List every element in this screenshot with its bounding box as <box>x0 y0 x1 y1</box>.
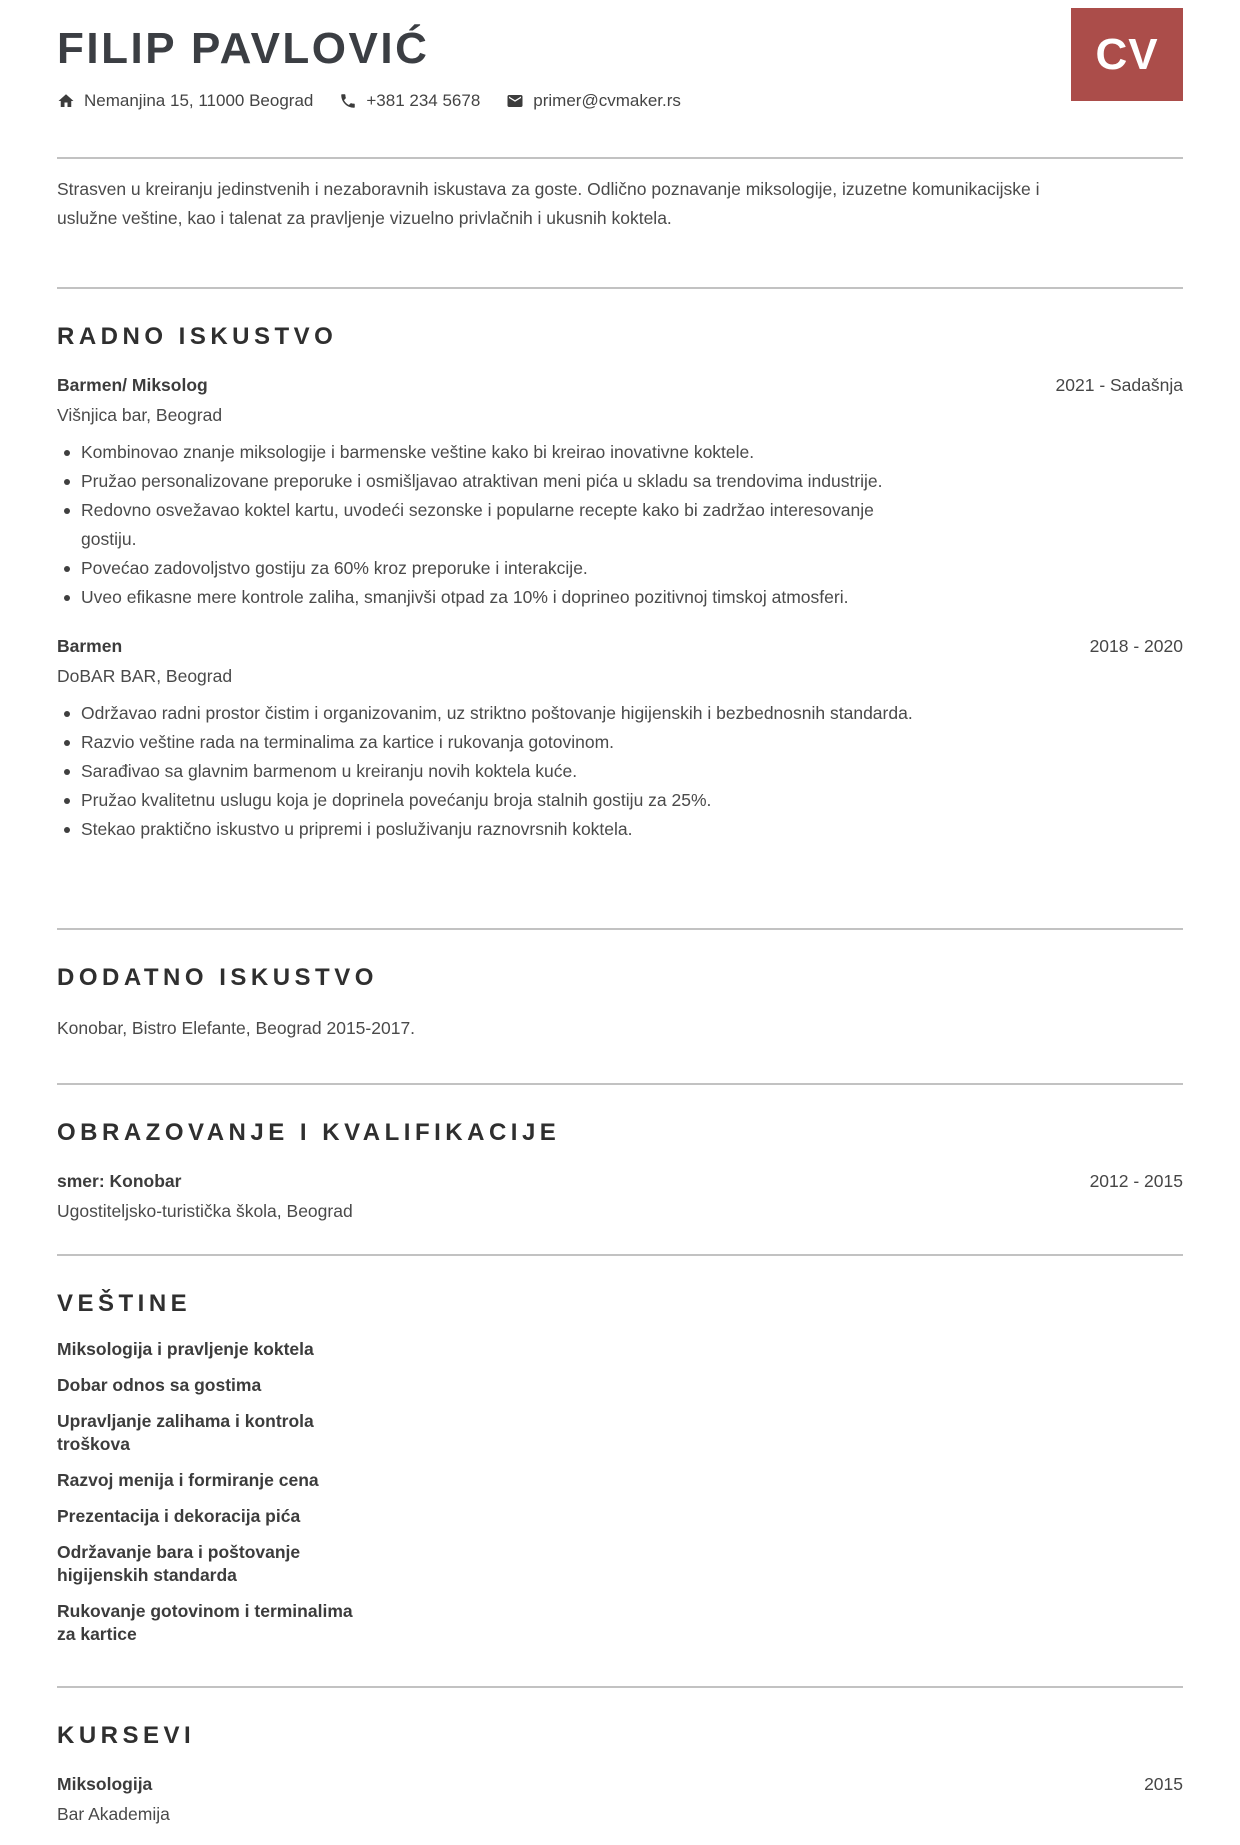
courses-list <box>57 1774 1183 1825</box>
contact-phone <box>339 91 480 111</box>
course-header <box>57 1774 1183 1795</box>
divider <box>57 1686 1183 1688</box>
skill-item: Miksologija i pravljenje koktela <box>57 1338 314 1359</box>
candidate-name: FILIP PAVLOVIĆ <box>57 24 430 73</box>
additional-text: Konobar, Bistro Elefante, Beograd 2015-2017. <box>57 1017 416 1038</box>
contact-phone-text: +381 234 5678 <box>366 90 481 110</box>
cv-logo <box>1071 8 1183 101</box>
job-bullet: Održavao radni prostor čistim i organizovanim, uz striktno poštovanje higijenskih i bezbednosnih standarda. <box>57 699 917 728</box>
job-bullet: Uveo efikasne mere kontrole zaliha, smanjivši otpad za 10% i doprineo pozitivnoj timskoj atmosferi. <box>57 583 917 612</box>
contact-email <box>506 91 681 111</box>
contact-email-text: primer@cvmaker.rs <box>533 90 681 110</box>
skill-item: Dobar odnos sa gostima <box>57 1374 262 1395</box>
section-additional <box>57 964 1183 1043</box>
course-entry <box>57 1774 1183 1825</box>
job-role: Barmen/ Miksolog <box>57 374 208 395</box>
mail-icon <box>506 92 524 110</box>
job-period: 2021 - Sadašnja <box>1055 374 1183 395</box>
education-header <box>57 1171 1183 1192</box>
job-bullet: Redovno osvežavao koktel kartu, uvodeći sezonske i popularne recepte kako bi zadržao interesovanje gostiju. <box>57 496 917 554</box>
section-title-additional: DODATNO ISKUSTVO <box>57 963 378 991</box>
contact-row <box>57 91 1183 111</box>
home-icon <box>57 92 75 110</box>
divider <box>57 1083 1183 1085</box>
divider <box>57 287 1183 289</box>
job-company: Višnjica bar, Beograd <box>57 404 223 425</box>
education-entry <box>57 1171 1183 1222</box>
job-bullet: Pružao kvalitetnu uslugu koja je doprinela povećanju broja stalnih gostiju za 25%. <box>57 786 917 815</box>
education-period: 2012 - 2015 <box>1089 1170 1183 1191</box>
jobs-list <box>57 375 1183 844</box>
section-title-courses: KURSEVI <box>57 1721 196 1749</box>
section-courses <box>57 1722 1183 1825</box>
job-bullet: Povećao zadovoljstvo gostiju za 60% kroz preporuke i interakcije. <box>57 554 917 583</box>
job-bullet: Sarađivao sa glavnim barmenom u kreiranju novih koktela kuće. <box>57 757 917 786</box>
summary-text: Strasven u kreiranju jedinstvenih i nezaboravnih iskustava za goste. Odlično poznavanje miksologije, izuzetne komunikacijske i uslužne veštine, kao i talenat za pravljenje vizuelno privlačnih i ukusnih koktela. <box>57 178 1040 228</box>
course-school: Bar Akademija <box>57 1803 170 1824</box>
job-company: DoBAR BAR, Beograd <box>57 665 233 686</box>
job-entry <box>57 636 1183 844</box>
job-entry <box>57 375 1183 612</box>
education-degree: smer: Konobar <box>57 1170 182 1191</box>
course-name: Miksologija <box>57 1773 153 1794</box>
section-skills <box>57 1290 1183 1646</box>
divider <box>57 1254 1183 1256</box>
skill-item: Održavanje bara i poštovanje higijenskih standarda <box>57 1541 301 1585</box>
skill-item: Upravljanje zalihama i kontrola troškova <box>57 1410 314 1454</box>
job-bullets <box>57 438 1183 612</box>
course-period: 2015 <box>1144 1773 1183 1794</box>
contact-address <box>57 91 313 111</box>
job-bullets <box>57 699 1183 844</box>
section-title-skills: VEŠTINE <box>57 1289 192 1317</box>
job-bullet: Stekao praktično iskustvo u pripremi i posluživanju raznovrsnih koktela. <box>57 815 917 844</box>
phone-icon <box>339 92 357 110</box>
cv-logo-text: CV <box>1095 29 1159 79</box>
divider <box>57 928 1183 930</box>
job-period: 2018 - 2020 <box>1089 635 1183 656</box>
skill-item: Razvoj menija i formiranje cena <box>57 1469 319 1490</box>
job-bullet: Razvio veštine rada na terminalima za kartice i rukovanja gotovinom. <box>57 728 917 757</box>
job-bullet: Pružao personalizovane preporuke i osmišljavao atraktivan meni pića u skladu sa trendovima industrije. <box>57 467 917 496</box>
skill-item: Rukovanje gotovinom i terminalima za kartice <box>57 1600 353 1644</box>
job-header <box>57 375 1183 396</box>
section-experience <box>57 323 1183 844</box>
skills-list <box>57 1338 357 1646</box>
job-role: Barmen <box>57 635 123 656</box>
education-list <box>57 1171 1183 1222</box>
divider <box>57 157 1183 159</box>
section-title-education: OBRAZOVANJE I KVALIFIKACIJE <box>57 1118 561 1146</box>
section-title-experience: RADNO ISKUSTVO <box>57 322 338 350</box>
section-education <box>57 1119 1183 1222</box>
contact-address-text: Nemanjina 15, 11000 Beograd <box>84 90 314 110</box>
job-bullet: Kombinovao znanje miksologije i barmenske veštine kako bi kreirao inovativne koktele. <box>57 438 917 467</box>
job-header <box>57 636 1183 657</box>
education-school: Ugostiteljsko-turistička škola, Beograd <box>57 1200 353 1221</box>
skill-item: Prezentacija i dekoracija pića <box>57 1505 301 1526</box>
